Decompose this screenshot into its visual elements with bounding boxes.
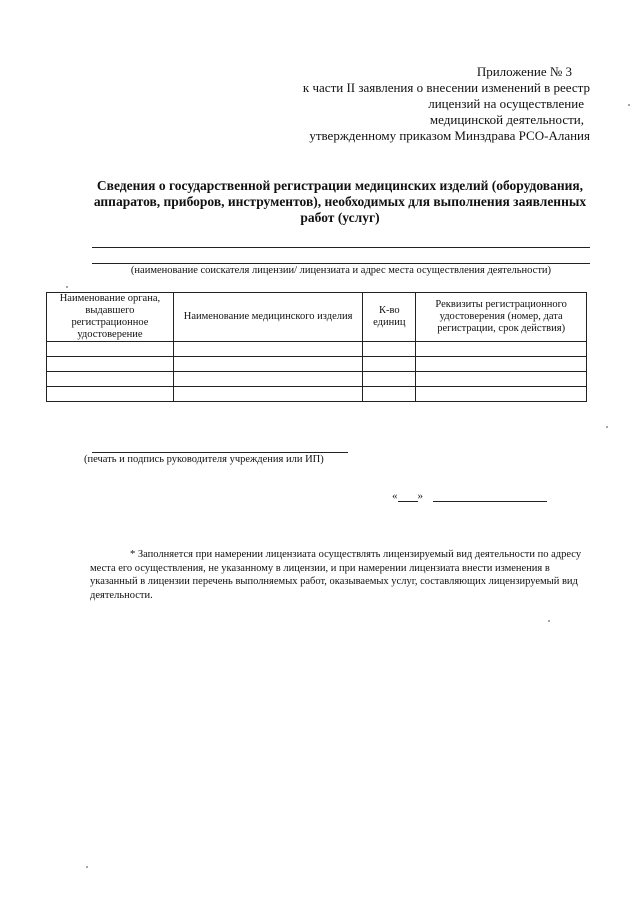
title-line-1: Сведения о государственной регистрации медицинских изделий (оборудования, xyxy=(96,178,584,193)
scan-speck xyxy=(606,426,608,428)
applicant-line-2 xyxy=(92,263,590,264)
scan-speck xyxy=(86,866,88,868)
header-certificate-details: Реквизиты регистрационного удостоверения (номер, дата регистрации, срок действия) xyxy=(416,293,587,342)
table-row xyxy=(47,387,587,402)
table-cell[interactable] xyxy=(173,387,363,402)
table-cell[interactable] xyxy=(416,372,587,387)
appendix-line-4: утвержденному приказом Минздрава РСО-Алания xyxy=(309,128,590,143)
table-cell[interactable] xyxy=(173,357,363,372)
table-cell[interactable] xyxy=(47,372,174,387)
date-day-blank[interactable] xyxy=(398,491,418,502)
table-header-row xyxy=(47,293,587,342)
date-field xyxy=(392,490,547,502)
appendix-line-3: медицинской деятельности, xyxy=(429,112,584,127)
title-line-3: работ (услуг) xyxy=(300,210,380,225)
table-row xyxy=(47,357,587,372)
table-cell[interactable] xyxy=(47,357,174,372)
table-cell[interactable] xyxy=(173,342,363,357)
applicant-line-1 xyxy=(92,247,590,248)
date-close-quote: » xyxy=(417,490,423,502)
applicant-caption: (наименование соискателя лицензии/ лицензиата и адрес места осуществления деятельности) xyxy=(130,265,552,276)
footnote xyxy=(90,548,598,602)
table-cell[interactable] xyxy=(416,357,587,372)
scan-speck xyxy=(628,104,630,106)
signature-caption: (печать и подпись руководителя учреждения или ИП) xyxy=(84,454,324,465)
table-cell[interactable] xyxy=(47,387,174,402)
appendix-number: Приложение № 3 xyxy=(476,64,572,79)
table-cell[interactable] xyxy=(173,372,363,387)
document-title xyxy=(90,178,590,226)
registration-table xyxy=(46,292,587,402)
footnote-text: * Заполняется при намерении лицензиата осуществлять лицензируемый вид деятельности по адресу места его осуществления, не указанному в лицензии, и при намерении лицензиата внести изменения в указанный в лицензии перечень выполняемых работ, оказываемых услуг, составляющих лицензируемый вид деятельности. xyxy=(90,549,582,601)
scan-speck xyxy=(548,620,550,622)
appendix-line-2: лицензий на осуществление xyxy=(428,96,584,111)
scan-speck xyxy=(66,286,68,288)
header-issuing-authority: Наименование органа, выдавшего регистрационное удостоверение xyxy=(47,293,174,342)
signature-line xyxy=(92,452,348,453)
date-month-year-blank[interactable] xyxy=(433,491,547,502)
appendix-header xyxy=(300,64,590,144)
table-cell[interactable] xyxy=(416,387,587,402)
table-cell[interactable] xyxy=(363,357,416,372)
table-cell[interactable] xyxy=(416,342,587,357)
table-cell[interactable] xyxy=(363,372,416,387)
date-open-quote: « xyxy=(392,490,398,502)
header-device-name: Наименование медицинского изделия xyxy=(173,293,363,342)
table-cell[interactable] xyxy=(363,342,416,357)
table-cell[interactable] xyxy=(47,342,174,357)
appendix-line-1: к части II заявления о внесении изменений в реестр xyxy=(302,80,590,95)
title-line-2: аппаратов, приборов, инструментов), необходимых для выполнения заявленных xyxy=(93,194,587,209)
table-row xyxy=(47,342,587,357)
header-unit-count: К-во единиц xyxy=(363,293,416,342)
table-cell[interactable] xyxy=(363,387,416,402)
table-row xyxy=(47,372,587,387)
